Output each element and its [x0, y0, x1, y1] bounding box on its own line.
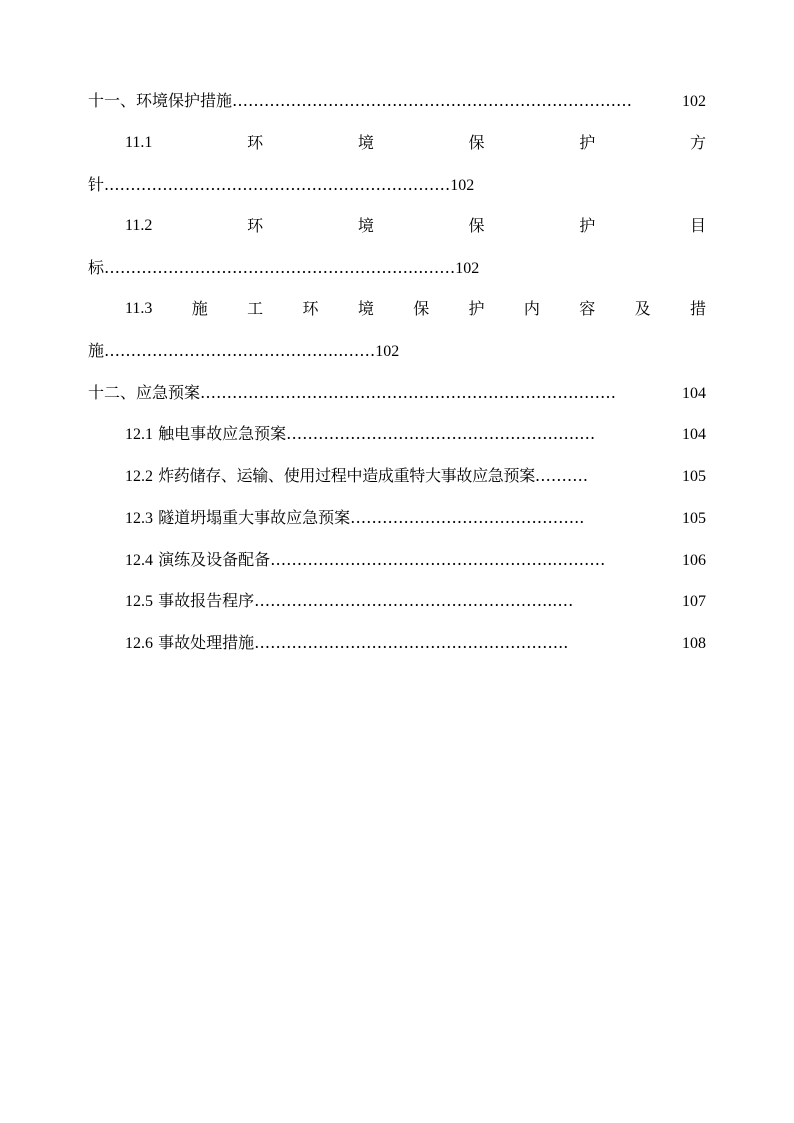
- toc-leader-dots: ……………………………………..: [350, 508, 585, 527]
- toc-page-number: 104: [682, 385, 706, 402]
- toc-page-number: 105: [682, 510, 706, 527]
- toc-page-number: 102: [375, 343, 400, 360]
- toc-title-char: 保: [413, 299, 430, 318]
- toc-title-char: 目: [689, 216, 706, 235]
- toc-entry-11-3-line1[interactable]: [125, 297, 706, 321]
- toc-leader-dots: ……………………………………...……: [104, 341, 376, 360]
- toc-section-number: 12.5: [125, 593, 153, 610]
- toc-section-number: 12.6: [125, 635, 153, 652]
- toc-entry-title: 十二、应急预案: [88, 383, 201, 402]
- toc-section-number: 12.2: [125, 468, 153, 485]
- toc-title-char: 护: [579, 133, 596, 152]
- toc-leader-dots: ……………………………………………...………: [270, 550, 606, 569]
- toc-entry-title: 炸药储存、运输、使用过程中造成重特大事故应急预案: [158, 466, 535, 485]
- toc-title-char: 针: [88, 175, 105, 194]
- toc-entry-chapter-11[interactable]: [88, 89, 706, 113]
- toc-title-char: 内: [523, 299, 540, 318]
- toc-title-char: 保: [468, 133, 485, 152]
- toc-page-number: 102: [455, 260, 480, 277]
- toc-entry-12-1[interactable]: [125, 422, 706, 446]
- toc-entry-12-6[interactable]: [125, 631, 706, 655]
- toc-leader-dots: ……….: [534, 466, 588, 485]
- toc-entry-title: 触电事故应急预案: [158, 424, 287, 443]
- toc-title-char: 护: [579, 216, 596, 235]
- toc-section-number: 11.3: [125, 300, 153, 317]
- toc-entry-chapter-12[interactable]: [88, 381, 706, 405]
- toc-title-char: 工: [247, 299, 264, 318]
- toc-leader-dots: ……………………………………………………………………: [200, 383, 617, 402]
- toc-entry-title: 事故报告程序: [158, 591, 255, 610]
- toc-title-char: 保: [468, 216, 485, 235]
- toc-title-char: 施: [88, 341, 105, 360]
- toc-leader-dots: ……………………………………………….…: [286, 424, 596, 443]
- toc-title-char: 境: [357, 216, 374, 235]
- toc-entry-12-5[interactable]: [125, 589, 706, 613]
- toc-title-char: 环: [302, 299, 319, 318]
- toc-section-number: 12.3: [125, 510, 153, 527]
- toc-title-char: 及: [634, 299, 651, 318]
- toc-leader-dots: …………………………………………………...……: [104, 258, 456, 277]
- toc-entry-11-2-line1[interactable]: [125, 214, 706, 238]
- toc-page-number: 102: [450, 177, 475, 194]
- toc-leader-dots: ………………………………………………...…: [254, 591, 574, 610]
- toc-title-char: 容: [579, 299, 596, 318]
- toc-title-char: 护: [468, 299, 485, 318]
- toc-section-number: 12.1: [125, 426, 153, 443]
- toc-title-char: 环: [247, 133, 264, 152]
- toc-entry-11-3-line2[interactable]: [88, 339, 706, 363]
- toc-title-char: 环: [247, 216, 264, 235]
- toc-page-number: 108: [682, 635, 706, 652]
- toc-entry-title: 事故处理措施: [158, 633, 255, 652]
- toc-entry-title: 隧道坍塌重大事故应急预案: [158, 508, 351, 527]
- toc-entry-12-4[interactable]: [125, 548, 706, 572]
- toc-section-number: 11.1: [125, 134, 153, 151]
- toc-entry-11-1-line1[interactable]: [125, 131, 706, 155]
- toc-page-number: 106: [682, 552, 706, 569]
- toc-page-number: 105: [682, 468, 706, 485]
- toc-page-number: 104: [682, 426, 706, 443]
- toc-leader-dots: …………………………………………………..: [254, 633, 569, 652]
- toc-title-char: 标: [88, 258, 105, 277]
- toc-section-number: 11.2: [125, 217, 153, 234]
- toc-entry-12-3[interactable]: [125, 506, 706, 530]
- toc-title-char: 境: [357, 133, 374, 152]
- toc-leader-dots: ..………………………………………………………: [104, 175, 451, 194]
- toc-entry-11-1-line2[interactable]: [88, 173, 706, 197]
- toc-page-number: 107: [682, 593, 706, 610]
- toc-section-number: 12.4: [125, 552, 153, 569]
- toc-leader-dots: …………………………………………………………………: [232, 91, 633, 110]
- toc-title-char: 境: [357, 299, 374, 318]
- toc-entry-title: 十一、环境保护措施: [88, 91, 233, 110]
- toc-entry-title: 演练及设备配备: [158, 550, 271, 569]
- toc-entry-12-2[interactable]: [125, 464, 706, 488]
- toc-entry-11-2-line2[interactable]: [88, 256, 706, 280]
- toc-page-number: 102: [682, 93, 706, 110]
- toc-title-char: 措: [689, 299, 706, 318]
- toc-title-char: 施: [191, 299, 208, 318]
- toc-title-char: 方: [689, 133, 706, 152]
